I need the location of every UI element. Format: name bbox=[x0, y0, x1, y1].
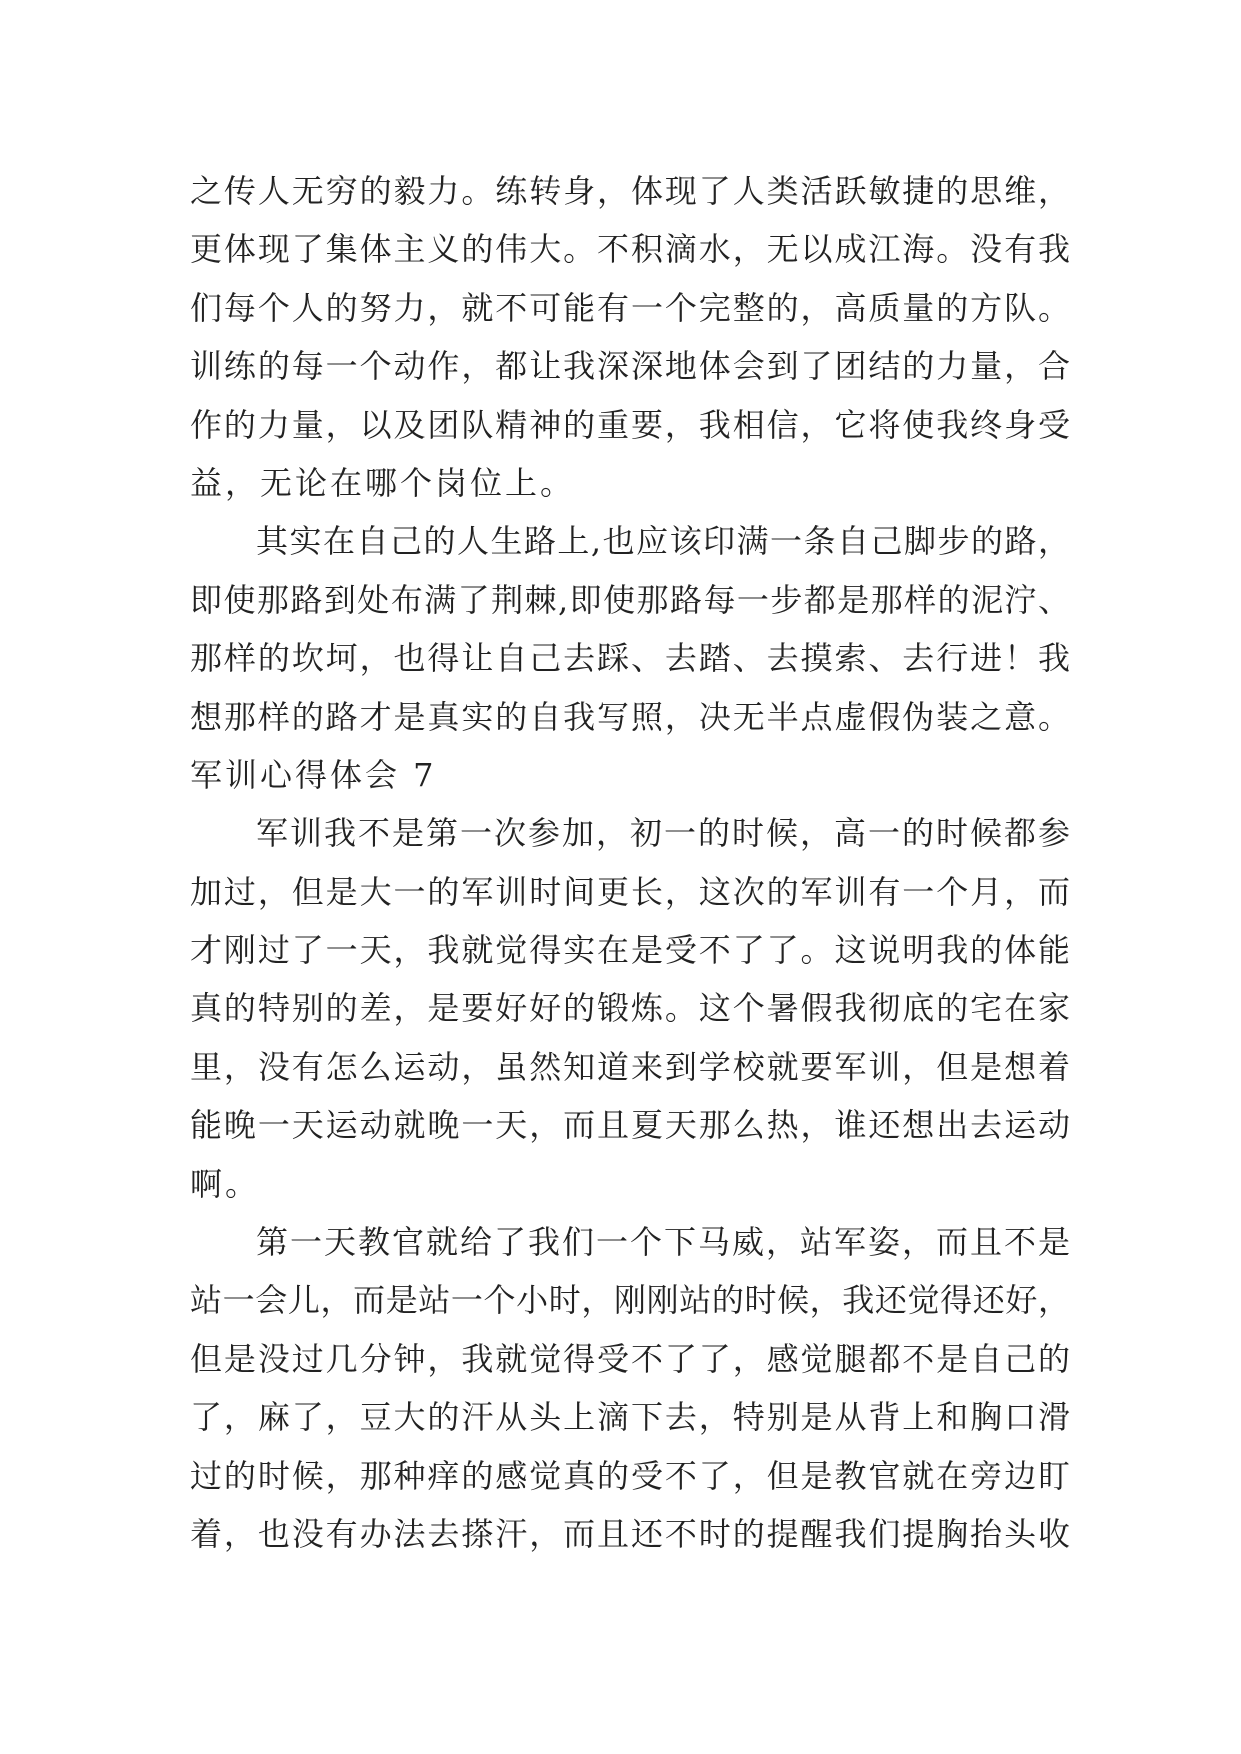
text-line: 那样的坎坷，也得让自己去踩、去踏、去摸索、去行进！我 bbox=[190, 639, 1070, 678]
text-line: 着，也没有办法去搽汗，而且还不时的提醒我们提胸抬头收 bbox=[190, 1514, 1070, 1553]
text-line: 更体现了集体主义的伟大。不积滴水，无以成江海。没有我 bbox=[190, 230, 1070, 269]
text-line: 即使那路到处布满了荆棘,即使那路每一步都是那样的泥泞、 bbox=[190, 580, 1070, 619]
section-heading: 军训心得体会 7 bbox=[190, 755, 437, 794]
text-line: 训练的每一个动作，都让我深深地体会到了团结的力量，合 bbox=[190, 347, 1070, 386]
paragraph-first-line: 第一天教官就给了我们一个下马威，站军姿，而且不是 bbox=[256, 1223, 1070, 1262]
text-line: 才刚过了一天，我就觉得实在是受不了了。这说明我的体能 bbox=[190, 931, 1070, 970]
text-line: 但是没过几分钟，我就觉得受不了了，感觉腿都不是自己的 bbox=[190, 1339, 1070, 1378]
text-line: 之传人无穷的毅力。练转身，体现了人类活跃敏捷的思维， bbox=[190, 172, 1070, 210]
text-line: 益，无论在哪个岗位上。 bbox=[190, 463, 576, 502]
text-line: 了，麻了，豆大的汗从头上滴下去，特别是从背上和胸口滑 bbox=[190, 1398, 1070, 1437]
text-line: 里，没有怎么运动，虽然知道来到学校就要军训，但是想着 bbox=[190, 1047, 1070, 1086]
text-line: 作的力量，以及团队精神的重要，我相信，它将使我终身受 bbox=[190, 405, 1070, 444]
paragraph-first-line: 其实在自己的人生路上,也应该印满一条自己脚步的路， bbox=[256, 522, 1070, 561]
text-line: 站一会儿，而是站一个小时，刚刚站的时候，我还觉得还好， bbox=[190, 1281, 1070, 1320]
text-line: 真的特别的差，是要好好的锻炼。这个暑假我彻底的宅在家 bbox=[190, 989, 1070, 1028]
text-line: 过的时候，那种痒的感觉真的受不了，但是教官就在旁边盯 bbox=[190, 1456, 1070, 1495]
text-line: 能晚一天运动就晚一天，而且夏天那么热，谁还想出去运动 bbox=[190, 1106, 1070, 1145]
text-line: 啊。 bbox=[190, 1164, 261, 1203]
paragraph-first-line: 军训我不是第一次参加，初一的时候，高一的时候都参 bbox=[256, 814, 1070, 853]
text-line: 们每个人的努力，就不可能有一个完整的，高质量的方队。 bbox=[190, 288, 1070, 327]
text-line: 加过，但是大一的军训时间更长，这次的军训有一个月，而 bbox=[190, 872, 1070, 911]
document-body bbox=[190, 162, 1070, 1563]
text-line: 想那样的路才是真实的自我写照，决无半点虚假伪装之意。 bbox=[190, 697, 1070, 736]
